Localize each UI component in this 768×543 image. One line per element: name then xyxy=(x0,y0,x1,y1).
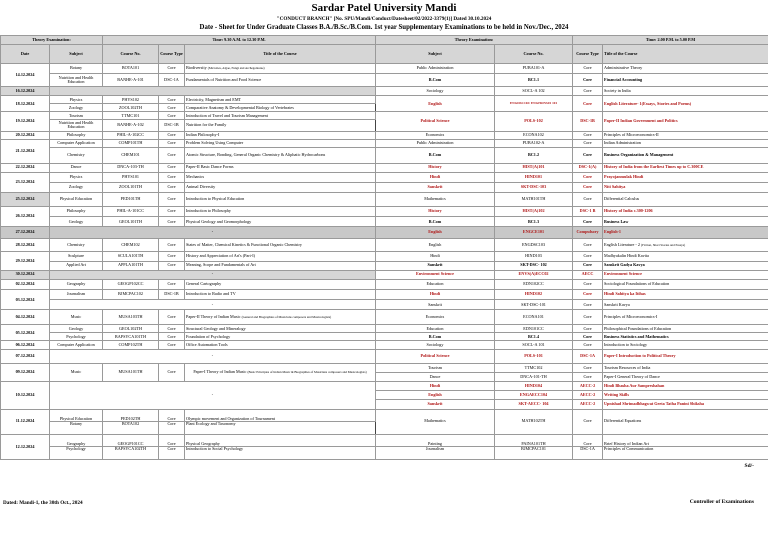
left-exam-label: Theory Examination: xyxy=(1,36,103,45)
exam-date: 29.12.2024 xyxy=(1,252,50,270)
exam-date: 21.12.2024 xyxy=(1,139,50,163)
table-row: 07.12.2024 - Political Science POLS-101 DSC-1A Paper-I Introduction to Political Theory xyxy=(1,350,768,364)
exam-date: 12.12.2024 xyxy=(1,434,50,459)
table-row: 27.12.2024 - English ENGCE101 Compulsory English-1 xyxy=(1,227,768,238)
exam-date: 06.12.2024 xyxy=(1,341,50,350)
dated-line: Dated: Mandi-1, the 30th Oct., 2024 xyxy=(3,500,83,506)
exam-date: 18.12.2024 xyxy=(1,96,50,112)
table-row: Nutrition and Health Education BANHE-A-101 DSC-1A Fundamentals of Nutrition and Food Science B.Com BC1.1 Core Financial Accounting xyxy=(1,73,768,87)
exam-date: 05.12.2024 xyxy=(1,325,50,341)
table-row: 19.12.2024 Tourism TTMC101 Core Introduction of Travel and Tourism Management Political Science POLS-102 DSC-1B Paper-II Indian Government and Politics xyxy=(1,112,768,120)
table-row: Geology GEOL101TH Core Physical Geology and Geomorphology B.Com BC1.3 Core Business Law xyxy=(1,217,768,227)
table-row: 16.12.2024 Sociology SOCL-A 102 Core Society in India xyxy=(1,87,768,96)
table-row: 23.12.2024 Physics PHYS101 Core Mechanics Hindi HIND101 Core Prayojanmulak Hindi xyxy=(1,172,768,182)
table-row: Applied Art APPLA101TH Core Meaning, Scope and Fundamentals of Art Sanskrit SKT-DSC- 102 Core Sanskrit Gadya Kavya xyxy=(1,261,768,270)
exam-date: 14.12.2024 xyxy=(1,64,50,87)
header-course-no-right: Course No. xyxy=(495,45,573,64)
table-row: 06.12.2024 Computer Application COMP102TH Core Office Automation Tools Sociology SOCL-A 101 Core Introduction to Sociology xyxy=(1,341,768,350)
table-row: 05.12.2024 Geology GEOL102TH Core Structural Geology and Mineralogy Education EDN101CC Core Philosophical Foundations of Education xyxy=(1,325,768,333)
column-header-row xyxy=(1,45,768,64)
exam-date: 26.12.2024 xyxy=(1,206,50,227)
table-row: Zoology ZOOL101TH Core Animal Diversity Sanskrit SKT-DSC-103 Core Niti Sahitya xyxy=(1,182,768,192)
exam-date: 30.12.2024 xyxy=(1,270,50,279)
exam-date: 19.12.2024 xyxy=(1,112,50,131)
exam-date: 10.12.2024 xyxy=(1,382,50,409)
university-title: Sardar Patel University Mandi xyxy=(311,2,457,14)
header-date: Date xyxy=(1,45,50,64)
table-row: 28.12.2024 Chemistry CHEM102 Core States of Matter, Chemical Kinetics & Functional Organic Chemistry English ENGDSC103 Core English Literature - 2 (Fiction, Short Stories and Essays) xyxy=(1,238,768,252)
exam-date: 09.12.2024 xyxy=(1,364,50,382)
sheet-title: Date - Sheet for Under Graduate Classes B.A./B.Sc./B.Com. 1st year Supplementary Examinations to be held in Nov./Dec., 2024 xyxy=(199,24,569,31)
table-row: 11.12.2024 Physical Education PED102TH Core Olympic movement and Organization of Tournament Mathematics MATH102TH Core Differential Equations xyxy=(1,409,768,422)
table-row: 21.12.2024 Computer Application COMP101TH Core Problem Solving Using Computer Public Administration PUBA102-A Core Indian Administration xyxy=(1,139,768,147)
table-row: 03.12.2024 Journalism BJMCPAC102 DSC-1B Introduction to Radio and TV Hindi HIND102 Core Hindi Sahitya ka Itihas xyxy=(1,289,768,299)
table-row: 14.12.2024 Botany BOTA101 Core Biodiversity (Microbes, Algae, Fungi and Archegoniatae) Public Administration PUBA101-A Core Administrative Theory xyxy=(1,64,768,73)
controller-signatory: Controller of Examinations xyxy=(689,499,754,505)
exam-date: 03.12.2024 xyxy=(1,289,50,310)
header-subject: Subject xyxy=(50,45,103,64)
exam-date: 27.12.2024 xyxy=(1,227,50,238)
table-row: 22.12.2024 Dance DNCA-103-TH Core Paper-II Basic Dance Forms History HIST(A)101 DSC-1(A) History of India from the Earliest Times up to C.300CE xyxy=(1,163,768,172)
right-time-label: Time: 2.00 P.M. to 5.00 P.M xyxy=(573,36,768,45)
table-row: 20.12.2024 Philosophy PHIL-A-102CC Core Indian Philosophy-I Economics ECONA102 Core Principles of Microeconomics-II xyxy=(1,131,768,139)
table-row: 25.12.2024 Physical Education PED101TH Core Introduction to Physical Education Mathematics MATH101TH Core Differential Calculus xyxy=(1,193,768,207)
header-course-type-right: Course Type xyxy=(573,45,603,64)
right-exam-label: Theory Examination: xyxy=(376,36,573,45)
header-course-no: Course No. xyxy=(103,45,159,64)
table-row: Botany BOTA102 Core Plant Ecology and Taxonomy xyxy=(1,422,768,435)
left-time-label: Time: 9.30 A.M. to 12.30 P.M. xyxy=(103,36,376,45)
table-row: Chemistry CHEM101 Core Atomic Structure, Bonding, General Organic Chemistry & Aliphatic Hydrocarbons B.Com BC1.2 Core Business Organization & Management xyxy=(1,147,768,163)
exam-date: 20.12.2024 xyxy=(1,131,50,139)
table-row: 12.12.2024 Geography GEOGP101CC Core Physical Geography Painting PAINA101TH Core Brief History of Indian Art xyxy=(1,434,768,447)
exam-date: 11.12.2024 xyxy=(1,409,50,434)
datesheet-table xyxy=(0,35,768,460)
table-row: 09.12.2024 Music MUSA101TH Core Paper-I Theory of Indian Music (Basic Principles of Indian Music & Biographies of Musicians composers and Musicologists) Tourism TTMC102 Core Tourism Resources of India xyxy=(1,364,768,373)
exam-date: 07.12.2024 xyxy=(1,350,50,364)
table-row: 02.12.2024 Geography GEOGP102CC Core General Cartography Education EDN102CC Core Sociological Foundations of Education xyxy=(1,279,768,289)
table-row: Nutrition and Health Education BANHE-A-102 DSC-1B Nutrition for the Family xyxy=(1,120,768,131)
table-row: 30.12.2024 - Environment Science ENVS(A)ECC02 AECC Environment Science xyxy=(1,270,768,279)
table-row: - Sanskrit SKT-DSC-101 Core Sanskrit Kavya xyxy=(1,300,768,310)
notice-line: "CONDUCT BRANCH" [No. SPU/Mandi/Conduct/Datesheet/02/2022-3379(1)] Dated 30.10.2024 xyxy=(276,16,492,22)
table-row: Psychology BAPSYCA102TH Core Introduction to Social Psychology Journalism BJMCPAC101 DSC-1A Principles of Communication xyxy=(1,447,768,460)
table-row: 26.12.2024 Philosophy PHIL-A-101CC Core Introduction to Philosophy History HIST(A)102 DSC-1 B History of India c.300-1206 xyxy=(1,206,768,216)
exam-date: 04.12.2024 xyxy=(1,310,50,325)
exam-date: 22.12.2024 xyxy=(1,163,50,172)
signature-mark: Sd/- xyxy=(744,463,754,469)
table-row: 29.12.2024 Sculpture SCULA101TH Core History and Appreciation of Art's (Part-I) Hindi HIND103 Core Madhyakalin Hindi Kavita xyxy=(1,252,768,261)
exam-date: 28.12.2024 xyxy=(1,238,50,252)
exam-date: 23.12.2024 xyxy=(1,172,50,193)
table-row: 18.12.2024 Physics PHYS102 Core Electricity, Magnetism and EMT English ENGDSC102/ ENGHONS01 101 Core English Literature- 1(Essays, Stories and Poems) xyxy=(1,96,768,104)
table-row: 04.12.2024 Music MUSA103TH Core Paper-II Theory of Indian Music (General and Biographies of Musicians composers and Musicologists) Economics ECONA101 Core Principles of Microeconomics-I xyxy=(1,310,768,325)
table-row: Zoology ZOOL102TH Core Comparative Anatomy & Developmental Biology of Vertebrates xyxy=(1,104,768,112)
exam-time-row xyxy=(1,36,768,45)
header-course-type: Course Type xyxy=(159,45,185,64)
exam-date: 25.12.2024 xyxy=(1,193,50,207)
header-title: Title of the Course xyxy=(185,45,376,64)
table-row: Sanskrit SKT-AECC- 104 AECC-2 Upnishad Shrimadbhagwat Geeta Tatha Panini Shiksha xyxy=(1,400,768,409)
header-subject-right: Subject xyxy=(376,45,495,64)
exam-date: 02.12.2024 xyxy=(1,279,50,289)
table-row: Dance DNCA-101-TH Core Paper-I General Theory of Dance xyxy=(1,373,768,382)
table-row: Psychology BAPSYCA101TH Core Foundation of Psychology B.Com BC1.4 Core Business Statistics and Mathematics xyxy=(1,333,768,341)
exam-date: 16.12.2024 xyxy=(1,87,50,96)
table-row: 10.12.2024 - Hindi HIND104 AECC-2 Hindi Bhasha Aur Sampreshahan xyxy=(1,382,768,391)
header-title-right: Title of the Course xyxy=(603,45,768,64)
table-row: English ENGAECC104 AECC-2 Writing Skills xyxy=(1,391,768,400)
